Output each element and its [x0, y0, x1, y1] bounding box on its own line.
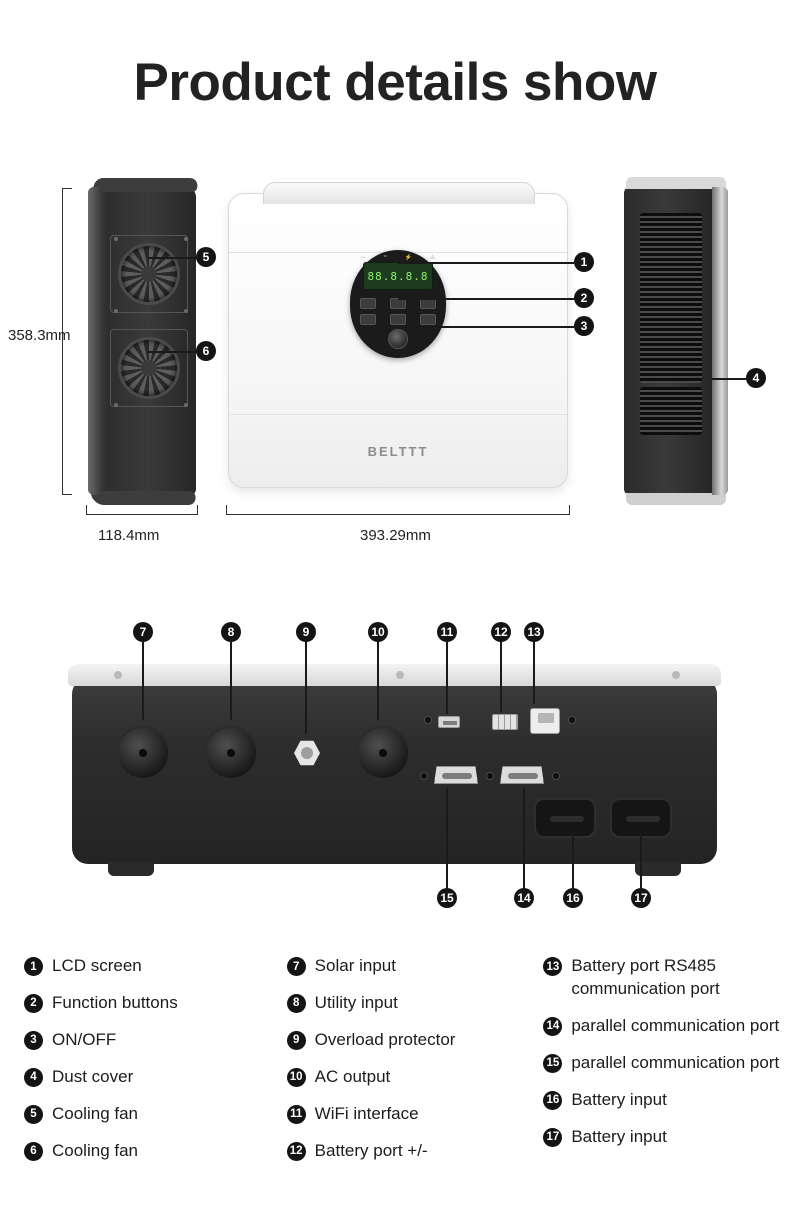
callout-dot-5: 5: [196, 247, 216, 267]
lcd-status-icons: [361, 254, 435, 261]
warning-icon: ⚠: [429, 255, 435, 261]
legend-item: [543, 955, 790, 1001]
left-top-lip: [92, 178, 200, 192]
legend-number: 16: [543, 1091, 562, 1110]
wave-icon: ∼: [361, 255, 367, 261]
function-buttons-row-1[interactable]: [360, 298, 436, 309]
panel-hole: [420, 772, 428, 780]
screw: [184, 403, 188, 407]
leader-line-1: [398, 262, 574, 264]
leader-line-8: [230, 642, 232, 720]
legend-number: 9: [287, 1031, 306, 1050]
leader-line-11: [446, 642, 448, 714]
left-side-view: [88, 187, 196, 495]
legend-number: 6: [24, 1142, 43, 1161]
legend-item: [543, 1015, 790, 1038]
callout-dot-17: 17: [631, 888, 651, 908]
legend-item: [543, 1126, 790, 1149]
leader-line-4: [712, 378, 750, 380]
leader-line-7: [142, 642, 144, 720]
leader-line-3: [398, 326, 574, 328]
front-top-cap: [263, 182, 535, 204]
callout-dot-16: 16: [563, 888, 583, 908]
right-bottom-cap: [626, 493, 726, 505]
panel-hole: [568, 716, 576, 724]
legend-number: 11: [287, 1105, 306, 1124]
callout-dot-12: 12: [491, 622, 511, 642]
legend-number: 2: [24, 994, 43, 1013]
legend: [0, 955, 790, 1195]
legend-item: [24, 992, 271, 1015]
dc-icon: =: [383, 254, 388, 260]
legend-label: Solar input: [314, 956, 396, 975]
leader-line-13: [533, 642, 535, 704]
legend-column-3: [533, 955, 790, 1195]
page-title: Product details show: [133, 53, 657, 112]
callout-dot-1: 1: [574, 252, 594, 272]
battery-input-16: [534, 798, 596, 838]
dimension-width-line: [226, 505, 570, 515]
rear-top-strip: [68, 664, 721, 686]
screw: [114, 309, 118, 313]
screw: [114, 671, 122, 679]
parallel-comm-port-14: [500, 766, 544, 784]
dimension-width-label: 393.29mm: [360, 527, 431, 544]
leader-line-12: [500, 642, 502, 712]
function-button-3[interactable]: [420, 298, 436, 309]
legend-number: 1: [24, 957, 43, 976]
chassis-foot-right: [635, 862, 681, 876]
legend-label: LCD screen: [52, 956, 142, 975]
legend-label: Function buttons: [52, 992, 178, 1012]
callout-dot-8: 8: [221, 622, 241, 642]
legend-column-2: [271, 955, 534, 1195]
wifi-interface-port: [438, 716, 460, 728]
bottom-illustration: [0, 600, 790, 930]
overload-protector: [294, 740, 320, 766]
function-button-1[interactable]: [360, 298, 376, 309]
legend-label: Battery port RS485 communication port: [571, 956, 720, 998]
solar-input-port: [116, 726, 170, 780]
leader-line-5: [148, 257, 200, 259]
legend-number: 8: [287, 994, 306, 1013]
on-off-button[interactable]: [388, 329, 408, 349]
callout-dot-15: 15: [437, 888, 457, 908]
legend-item: [24, 955, 271, 978]
legend-label: Overload protector: [314, 1029, 456, 1049]
top-illustration: [0, 165, 790, 575]
legend-number: 7: [287, 957, 306, 976]
legend-item: [24, 1103, 271, 1126]
legend-number: 13: [543, 957, 562, 976]
leader-line-17: [640, 832, 642, 890]
brand-logo: BELTTT: [367, 444, 429, 459]
legend-label: Battery port +/-: [314, 1140, 428, 1160]
left-bottom-lip: [90, 491, 198, 505]
callout-dot-6: 6: [196, 341, 216, 361]
screw: [184, 309, 188, 313]
legend-item: [287, 955, 534, 978]
panel-hole: [552, 772, 560, 780]
panel-hole: [486, 772, 494, 780]
right-edge-rail: [712, 187, 728, 495]
legend-number: 3: [24, 1031, 43, 1050]
legend-label: Cooling fan: [52, 1140, 139, 1160]
utility-input-port: [204, 726, 258, 780]
dimension-height-label: 358.3mm: [8, 327, 71, 344]
legend-item: [287, 1066, 534, 1089]
control-panel: [350, 250, 446, 358]
function-button-6[interactable]: [420, 314, 436, 325]
legend-label: parallel communication port: [571, 1052, 780, 1072]
callout-dot-2: 2: [574, 288, 594, 308]
front-view: [228, 193, 568, 488]
legend-number: 5: [24, 1105, 43, 1124]
legend-item: [24, 1029, 271, 1052]
legend-number: 14: [543, 1017, 562, 1036]
legend-item: [287, 1140, 534, 1163]
left-edge-rail: [88, 187, 101, 495]
right-top-cap: [626, 177, 726, 189]
legend-label: parallel communication port: [571, 1015, 780, 1035]
leader-line-14: [523, 788, 525, 890]
right-side-view: [624, 187, 728, 495]
leader-line-10: [377, 642, 379, 720]
chassis-foot-left: [108, 862, 154, 876]
legend-item: [24, 1140, 271, 1163]
leader-line-16: [572, 832, 574, 890]
legend-label: Battery input: [571, 1126, 667, 1146]
leader-line-2: [398, 298, 574, 300]
bolt-icon: ⚡: [404, 255, 413, 261]
parallel-comm-port-15: [434, 766, 478, 784]
front-seam-bottom: [229, 414, 567, 415]
legend-number: 12: [287, 1142, 306, 1161]
cooling-fan-upper-icon: [118, 243, 180, 305]
lcd-digits: 88.8.8.8: [367, 269, 429, 283]
rear-panel-view: [72, 678, 717, 864]
panel-hole: [424, 716, 432, 724]
legend-item: [287, 1103, 534, 1126]
screw: [396, 671, 404, 679]
callout-dot-14: 14: [514, 888, 534, 908]
function-button-5[interactable]: [390, 314, 406, 325]
callout-dot-9: 9: [296, 622, 316, 642]
callout-dot-11: 11: [437, 622, 457, 642]
battery-rs485-port: [530, 708, 560, 734]
legend-label: AC output: [314, 1066, 391, 1086]
leader-line-15: [446, 788, 448, 890]
function-button-4[interactable]: [360, 314, 376, 325]
dust-cover-grille-lower: [640, 387, 702, 435]
legend-label: ON/OFF: [52, 1029, 117, 1049]
legend-label: WiFi interface: [314, 1103, 419, 1123]
callout-dot-10: 10: [368, 622, 388, 642]
screw: [114, 403, 118, 407]
legend-item: [287, 992, 534, 1015]
callout-dot-3: 3: [574, 316, 594, 336]
screw: [184, 237, 188, 241]
callout-dot-13: 13: [524, 622, 544, 642]
legend-label: Cooling fan: [52, 1103, 139, 1123]
legend-number: 4: [24, 1068, 43, 1087]
legend-item: [543, 1052, 790, 1075]
dimension-depth-label: 118.4mm: [98, 527, 160, 544]
legend-label: Dust cover: [52, 1066, 134, 1086]
legend-item: [287, 1029, 534, 1052]
function-buttons-row-2[interactable]: [360, 314, 436, 325]
leader-line-6: [148, 351, 200, 353]
legend-number: 17: [543, 1128, 562, 1147]
legend-number: 15: [543, 1054, 562, 1073]
lcd-screen: [363, 262, 433, 290]
dimension-depth-line: [86, 505, 198, 515]
dust-cover-grille-upper: [640, 213, 702, 383]
battery-port-terminal: [492, 714, 518, 730]
legend-item: [24, 1066, 271, 1089]
screw: [114, 237, 118, 241]
ac-output-port: [356, 726, 410, 780]
callout-dot-4: 4: [746, 368, 766, 388]
leader-line-9: [305, 642, 307, 734]
legend-label: Battery input: [571, 1089, 667, 1109]
cooling-fan-lower-icon: [118, 337, 180, 399]
function-button-2[interactable]: [390, 298, 406, 309]
legend-item: [543, 1089, 790, 1112]
legend-number: 10: [287, 1068, 306, 1087]
callout-dot-7: 7: [133, 622, 153, 642]
screw: [672, 671, 680, 679]
legend-column-1: [0, 955, 271, 1195]
legend-label: Utility input: [314, 992, 398, 1012]
